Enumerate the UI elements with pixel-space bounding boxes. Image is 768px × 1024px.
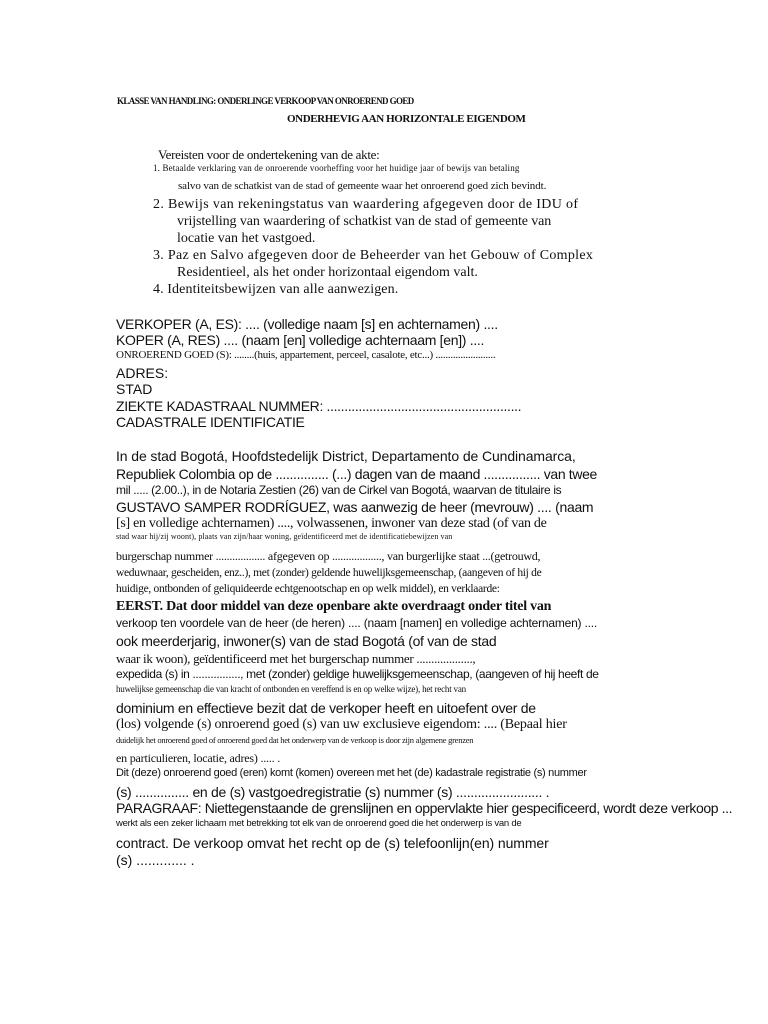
field-adres: ADRES:: [116, 365, 169, 381]
body-line-paragraaf: PARAGRAAF: Niettegenstaande de grenslijnen en oppervlakte hier gespecificeerd, wordt deze verkoop ...: [116, 800, 733, 816]
body-line: weduwnaar, gescheiden, enz..), met (zonder) geldende huwelijksgemeenschap, (aangeven of hij de: [116, 567, 542, 579]
field-onroerend-goed: ONROEREND GOED (S): ........(huis, appartement, perceel, casalote, etc...) ........................: [116, 349, 496, 361]
body-line-eerst: EERST. Dat door middel van deze openbare akte overdraagt onder titel van: [116, 599, 552, 614]
document-class-heading: KLASSE VAN HANDLING: ONDERLINGE VERKOOP VAN ONROEREND GOED: [117, 96, 414, 106]
body-line: Republiek Colombia op de ............... (...) dagen van de maand ................ van twee: [116, 466, 597, 482]
body-line: GUSTAVO SAMPER RODRÍGUEZ, was aanwezig de heer (mevrouw) .... (naam: [116, 499, 594, 515]
body-line: en particulieren, locatie, adres) ..... .: [116, 751, 281, 765]
requirement-3-line-2: Residentieel, als het onder horizontaal eigendom valt.: [177, 265, 478, 280]
requirements-intro: Vereisten voor de ondertekening van de akte:: [158, 147, 380, 162]
field-verkoper: VERKOPER (A, ES): .... (volledige naam [s] en achternamen) ....: [116, 316, 498, 332]
body-line: contract. De verkoop omvat het recht op de (s) telefoonlijn(en) nummer: [116, 835, 549, 851]
body-line: burgerschap nummer .................. afgegeven op .................., van burgerlijke staat ...(getrouwd,: [116, 549, 541, 563]
body-line: huidige, ontbonden of geliquideerde echtgenootschap en op welk middel), en verklaarde:: [116, 583, 500, 595]
requirement-4: 4. Identiteitsbewijzen van alle aanwezigen.: [153, 282, 399, 297]
body-line: werkt als een zeker lichaam met betrekking tot elk van de onroerend goed die het onderwerp is van de: [116, 818, 522, 829]
body-line: mil ..... (2.00..), in de Notaria Zestien (26) van de Cirkel van Bogotá, waarvan de titulaire is: [116, 483, 562, 497]
body-line: [s] en volledige achternamen) ...., volwassenen, inwoner van deze stad (of van de: [116, 516, 547, 531]
field-cadastrale-identificatie: CADASTRALE IDENTIFICATIE: [116, 414, 305, 430]
requirement-2-line-2: vrijstelling van waardering of schatkist van de stad of gemeente van: [177, 214, 552, 229]
body-line: Dit (deze) onroerend goed (eren) komt (komen) overeen met het (de) kadastrale registratie (s) nummer: [116, 767, 587, 779]
body-line: stad waar hij/zij woont), plaats van zijn/haar woning, geïdentificeerd met de identificatiebewijzen van: [116, 532, 453, 541]
requirement-2-line-3: locatie van het vastgoed.: [177, 231, 316, 246]
body-line: dominium en effectieve bezit dat de verkoper heeft en uitoefent over de: [116, 700, 536, 716]
body-line: verkoop ten voordele van de heer (de heren) .... (naam [namen] en volledige achternamen) ....: [116, 616, 598, 630]
field-koper: KOPER (A, RES) .... (naam [en] volledige achternaam [en]) ....: [116, 332, 485, 348]
requirement-1-line-1: 1. Betaalde verklaring van de onroerende voorheffing voor het huidige jaar of bewijs van betaling: [153, 163, 520, 173]
body-line: ook meerderjarig, inwoner(s) van de stad Bogotá (of van de stad: [116, 633, 497, 649]
body-line: In de stad Bogotá, Hoofdstedelijk District, Departamento de Cundinamarca,: [116, 448, 576, 464]
body-line: huwelijkse gemeenschap die van kracht of ontbonden en vereffend is en op welke wijze), het recht van: [116, 684, 466, 694]
requirement-1-line-2: salvo van de schatkist van de stad of gemeente waar het onroerend goed zich bevindt.: [178, 180, 547, 192]
requirement-3-line-1: 3. Paz en Salvo afgegeven door de Beheerder van het Gebouw of Complex: [153, 248, 594, 263]
body-line: duidelijk het onroerend goed of onroerend goed dat het onderwerp van de verkoop is door zijn algemene grenzen: [116, 735, 474, 745]
body-line: (s) ............. .: [116, 852, 195, 868]
field-stad: STAD: [116, 381, 153, 397]
requirement-2-line-1: 2. Bewijs van rekeningstatus van waardering afgegeven door de IDU of: [153, 197, 579, 212]
field-kadastraal-nummer: ZIEKTE KADASTRAAL NUMMER: .......................................................: [116, 398, 522, 414]
document-subheading: ONDERHEVIG AAN HORIZONTALE EIGENDOM: [287, 113, 526, 125]
body-line: (s) ............... en de (s) vastgoedregistratie (s) nummer (s) ........................ .: [116, 784, 550, 800]
body-line: (los) volgende (s) onroerend goed (s) van uw exclusieve eigendom: .... (Bepaal hier: [116, 717, 567, 732]
body-line: expedida (s) in ................, met (zonder) geldige huwelijksgemeenschap, (aangeven of hij heeft de: [116, 667, 599, 681]
body-line: waar ik woon), geïdentificeerd met het burgerschap nummer ...................,: [116, 651, 476, 666]
